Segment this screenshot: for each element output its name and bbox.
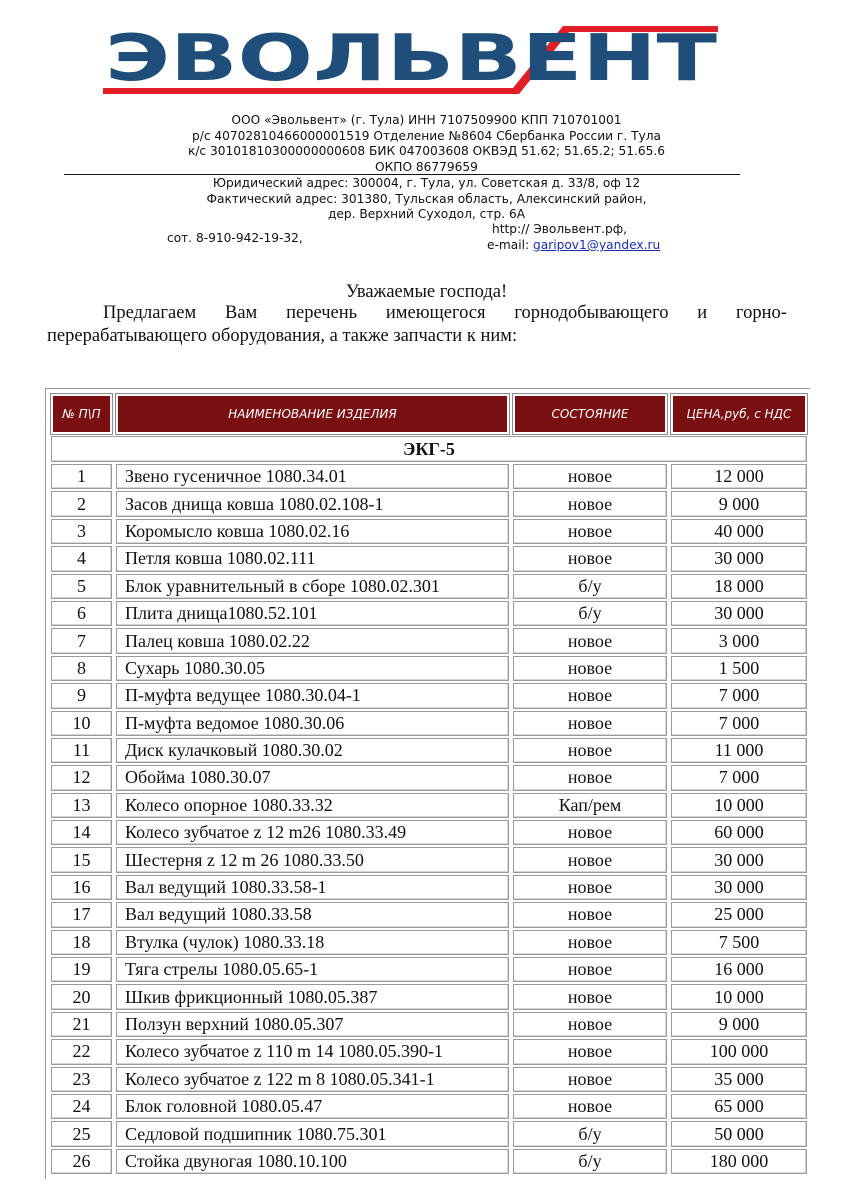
row-name: Тяга стрелы 1080.05.65-1 [116,957,509,982]
row-number: 23 [51,1067,112,1092]
row-name: Блок уравнительный в сборе 1080.02.301 [116,574,509,599]
row-name: П-муфта ведомое 1080.30.06 [116,711,509,736]
header-price: ЦЕНА,руб, с НДС [671,394,807,434]
row-number: 16 [51,875,112,900]
header-condition: СОСТОЯНИЕ [513,394,667,434]
row-price: 60 000 [671,820,807,845]
row-name: Стойка двуногая 1080.10.100 [116,1149,509,1174]
row-name: Палец ковша 1080.02.22 [116,628,509,653]
row-name: Звено гусеничное 1080.34.01 [116,464,509,489]
row-number: 25 [51,1121,112,1146]
row-name: Вал ведущий 1080.33.58 [116,902,509,927]
row-price: 40 000 [671,519,807,544]
row-price: 50 000 [671,1121,807,1146]
row-condition: новое [513,984,667,1009]
section-title: ЭКГ-5 [51,436,807,462]
actual-address-line2: дер. Верхний Суходол, стр. 6А [327,207,526,221]
row-number: 8 [51,656,112,681]
table-row [51,683,807,708]
table-header-row [51,394,807,434]
row-price: 7 000 [671,765,807,790]
row-number: 2 [51,491,112,516]
row-condition: новое [513,902,667,927]
row-price: 25 000 [671,902,807,927]
table-row [51,738,807,763]
intro-line2: перерабатывающего оборудования, а также запчасти к ним: [47,326,518,346]
table-row [51,628,807,653]
row-number: 24 [51,1094,112,1119]
table-row [51,1067,807,1092]
row-condition: новое [513,519,667,544]
header-name: НАИМЕНОВАНИЕ ИЗДЕЛИЯ [116,394,509,434]
row-condition: новое [513,683,667,708]
row-price: 3 000 [671,628,807,653]
row-price: 30 000 [671,875,807,900]
row-number: 18 [51,930,112,955]
row-condition: новое [513,738,667,763]
row-number: 19 [51,957,112,982]
table-row [51,601,807,626]
row-number: 4 [51,546,112,571]
row-condition: новое [513,765,667,790]
table-row [51,519,807,544]
legal-address: Юридический адрес: 300004, г. Тула, ул. Советская д. 33/8, оф 12 [212,176,641,190]
row-name: Колесо зубчатое z 12 m26 1080.33.49 [116,820,509,845]
table-row [51,711,807,736]
row-price: 9 000 [671,1012,807,1037]
intro-word: имеющегося [385,303,486,323]
row-name: Седловой подшипник 1080.75.301 [116,1121,509,1146]
header-divider [64,174,740,175]
table-row [51,1121,807,1146]
row-name: Сухарь 1080.30.05 [116,656,509,681]
row-number: 10 [51,711,112,736]
row-condition: новое [513,847,667,872]
table-row [51,1094,807,1119]
row-number: 5 [51,574,112,599]
row-name: Диск кулачковый 1080.30.02 [116,738,509,763]
row-name: Засов днища ковша 1080.02.108-1 [116,491,509,516]
row-condition: новое [513,1012,667,1037]
row-number: 12 [51,765,112,790]
table-row [51,793,807,818]
row-name: Колесо опорное 1080.33.32 [116,793,509,818]
email-link[interactable]: garipov1@yandex.ru [533,238,661,252]
row-number: 20 [51,984,112,1009]
table-row [51,546,807,571]
table-row [51,1149,807,1174]
intro-word: перечень [286,303,358,323]
actual-address-line1: Фактический адрес: 301380, Тульская область, Алексинский район, [206,191,647,206]
row-condition: Кап/рем [513,793,667,818]
table-row [51,1012,807,1037]
row-price: 65 000 [671,1094,807,1119]
row-condition: новое [513,957,667,982]
row-name: Обойма 1080.30.07 [116,765,509,790]
intro-paragraph [47,302,787,348]
table-row [51,765,807,790]
table-row [51,1039,807,1064]
row-condition: новое [513,711,667,736]
email-line [487,238,660,252]
header-num: № П\П [51,394,112,434]
row-condition: новое [513,491,667,516]
table-row [51,491,807,516]
row-condition: б/у [513,1121,667,1146]
phone-number: сот. 8-910-942-19-32, [167,231,303,245]
row-number: 22 [51,1039,112,1064]
row-number: 3 [51,519,112,544]
intro-word: Предлагаем [103,303,197,323]
price-table-frame [45,388,810,1179]
row-number: 7 [51,628,112,653]
row-condition: новое [513,1039,667,1064]
row-price: 7 500 [671,930,807,955]
row-condition: б/у [513,574,667,599]
row-name: Втулка (чулок) 1080.33.18 [116,930,509,955]
row-number: 9 [51,683,112,708]
row-number: 17 [51,902,112,927]
row-price: 11 000 [671,738,807,763]
row-price: 10 000 [671,793,807,818]
intro-word: горнодобывающего [514,303,669,323]
row-price: 7 000 [671,683,807,708]
address-block [0,176,853,223]
row-number: 26 [51,1149,112,1174]
row-name: Ползун верхний 1080.05.307 [116,1012,509,1037]
corr-account-line: к/с 30101810300000000608 БИК 047003608 ОКВЭД 51.62; 51.65.2; 51.65.6 [187,144,666,158]
row-condition: новое [513,930,667,955]
row-price: 16 000 [671,957,807,982]
row-price: 180 000 [671,1149,807,1174]
row-number: 14 [51,820,112,845]
okpo-line: ОКПО 86779659 [375,159,478,174]
company-name-line: ООО «Эвольвент» (г. Тула) ИНН 7107509900 КПП 710701001 [231,113,622,127]
greeting: Уважаемые господа! [345,282,508,302]
row-price: 9 000 [671,491,807,516]
row-name: Коромысло ковша 1080.02.16 [116,519,509,544]
row-name: Колесо зубчатое z 110 m 14 1080.05.390-1 [116,1039,509,1064]
row-number: 15 [51,847,112,872]
row-condition: новое [513,656,667,681]
section-row [51,436,807,462]
row-name: Петля ковша 1080.02.111 [116,546,509,571]
row-name: Плита днища1080.52.101 [116,601,509,626]
row-name: Блок головной 1080.05.47 [116,1094,509,1119]
row-price: 12 000 [671,464,807,489]
table-row [51,984,807,1009]
intro-word: и [697,303,708,323]
row-number: 6 [51,601,112,626]
bank-account-line: р/с 40702810466000001519 Отделение №8604 Сбербанка России г. Тула [191,128,661,143]
row-number: 11 [51,738,112,763]
company-details [0,113,853,175]
table-row [51,820,807,845]
row-price: 7 000 [671,711,807,736]
table-row [51,574,807,599]
row-condition: новое [513,1067,667,1092]
intro-word: Вам [224,303,258,323]
row-price: 100 000 [671,1039,807,1064]
row-condition: б/у [513,1149,667,1174]
table-row [51,930,807,955]
row-condition: новое [513,1094,667,1119]
website-link[interactable]: http:// Эвольвент.рф, [492,222,627,236]
intro-line1 [47,302,787,325]
row-number: 13 [51,793,112,818]
row-name: Колесо зубчатое z 122 m 8 1080.05.341-1 [116,1067,509,1092]
row-price: 30 000 [671,847,807,872]
company-logo [103,18,721,100]
table-row [51,847,807,872]
row-price: 35 000 [671,1067,807,1092]
table-row [51,957,807,982]
intro-word: горно- [736,303,787,323]
row-condition: новое [513,628,667,653]
row-condition: новое [513,820,667,845]
row-price: 30 000 [671,546,807,571]
row-price: 30 000 [671,601,807,626]
row-condition: новое [513,875,667,900]
row-name: П-муфта ведущее 1080.30.04-1 [116,683,509,708]
price-table [47,392,811,1176]
table-row [51,656,807,681]
row-price: 10 000 [671,984,807,1009]
row-condition: новое [513,464,667,489]
table-row [51,902,807,927]
row-number: 21 [51,1012,112,1037]
row-number: 1 [51,464,112,489]
row-price: 18 000 [671,574,807,599]
row-price: 1 500 [671,656,807,681]
email-label: e-mail: [487,238,530,252]
row-name: Шестерня z 12 m 26 1080.33.50 [116,847,509,872]
table-row [51,875,807,900]
row-condition: новое [513,546,667,571]
row-condition: б/у [513,601,667,626]
logo-wordmark: ЭВОЛЬВЕНТ [105,22,718,96]
row-name: Вал ведущий 1080.33.58-1 [116,875,509,900]
row-name: Шкив фрикционный 1080.05.387 [116,984,509,1009]
table-row [51,464,807,489]
